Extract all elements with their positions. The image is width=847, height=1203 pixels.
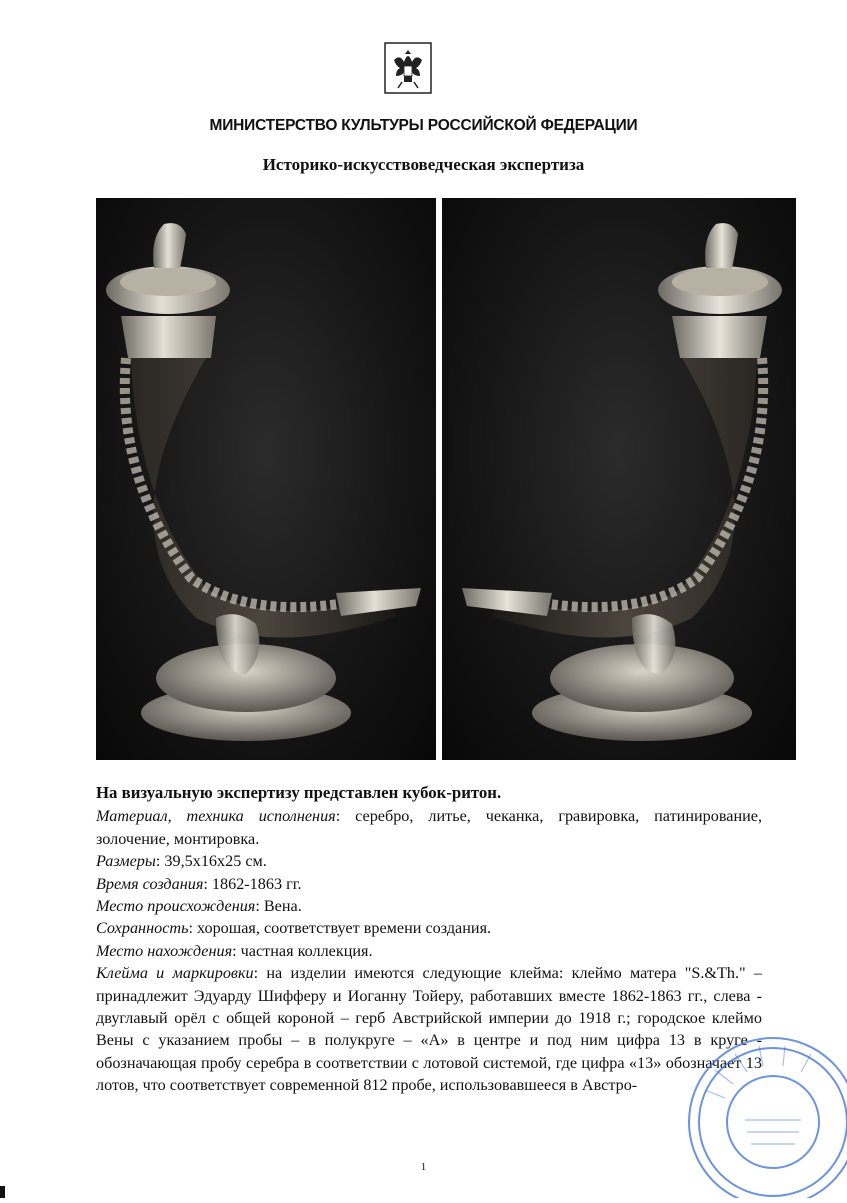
time-line — [96, 873, 762, 895]
lead-sentence: На визуальную экспертизу представлен кубок-ритон. — [96, 783, 502, 802]
material-label: Материал, техника исполнения — [96, 807, 336, 826]
silver-horn-cup-photo-left — [96, 198, 436, 760]
size-value: : 39,5х16х25 см. — [155, 852, 267, 871]
condition-line — [96, 917, 762, 939]
condition-value: : хорошая, соответствует времени создания. — [188, 919, 492, 938]
material-line — [96, 805, 762, 850]
corner-mark — [0, 1186, 5, 1198]
time-value: : 1862-1863 гг. — [203, 874, 302, 893]
time-label: Время создания — [96, 874, 204, 893]
origin-value: : Вена. — [255, 897, 302, 916]
origin-label: Место происхождения — [96, 897, 256, 916]
location-line — [96, 940, 762, 962]
document-title: Историко-искусствоведческая экспертиза — [262, 155, 585, 174]
page-number: 1 — [420, 1161, 427, 1173]
location-label: Место нахождения — [96, 941, 233, 960]
origin-line — [96, 895, 762, 917]
size-label: Размеры — [96, 852, 156, 871]
double-headed-eagle-icon — [384, 42, 432, 94]
location-value: : частная коллекция. — [232, 941, 373, 960]
material-value: : серебро, литье, чеканка, гравировка, патинирование, золочение, монтировка. — [96, 807, 762, 848]
silver-horn-cup-photo-right — [442, 198, 796, 760]
size-line — [96, 850, 762, 872]
ministry-heading: МИНИСТЕРСТВО КУЛЬТУРЫ РОССИЙСКОЙ ФЕДЕРАЦИИ — [209, 117, 638, 134]
condition-label: Сохранность — [96, 919, 189, 938]
marks-value: : на изделии имеются следующие клейма: клеймо матера "S.&Th." – принадлежит Эдуарду Шифферу и Иоганну Тойеру, работавших вместе 1862-1863 гг., слева - двуглавый орёл с общей короной – герб Австрийской империи до 1918 г.; городское клеймо Вены с указанием пробы – в полукруге – «А» в центре и под ним цифра 13 в круге - обозначающая пробу серебра в соответствии с лотовой системой, где цифра «13» обозначает 13 лотов, что соответствует современной 812 пробе, использовавшееся в Австро- — [96, 964, 762, 1095]
marks-label: Клейма и маркировки — [96, 964, 254, 983]
